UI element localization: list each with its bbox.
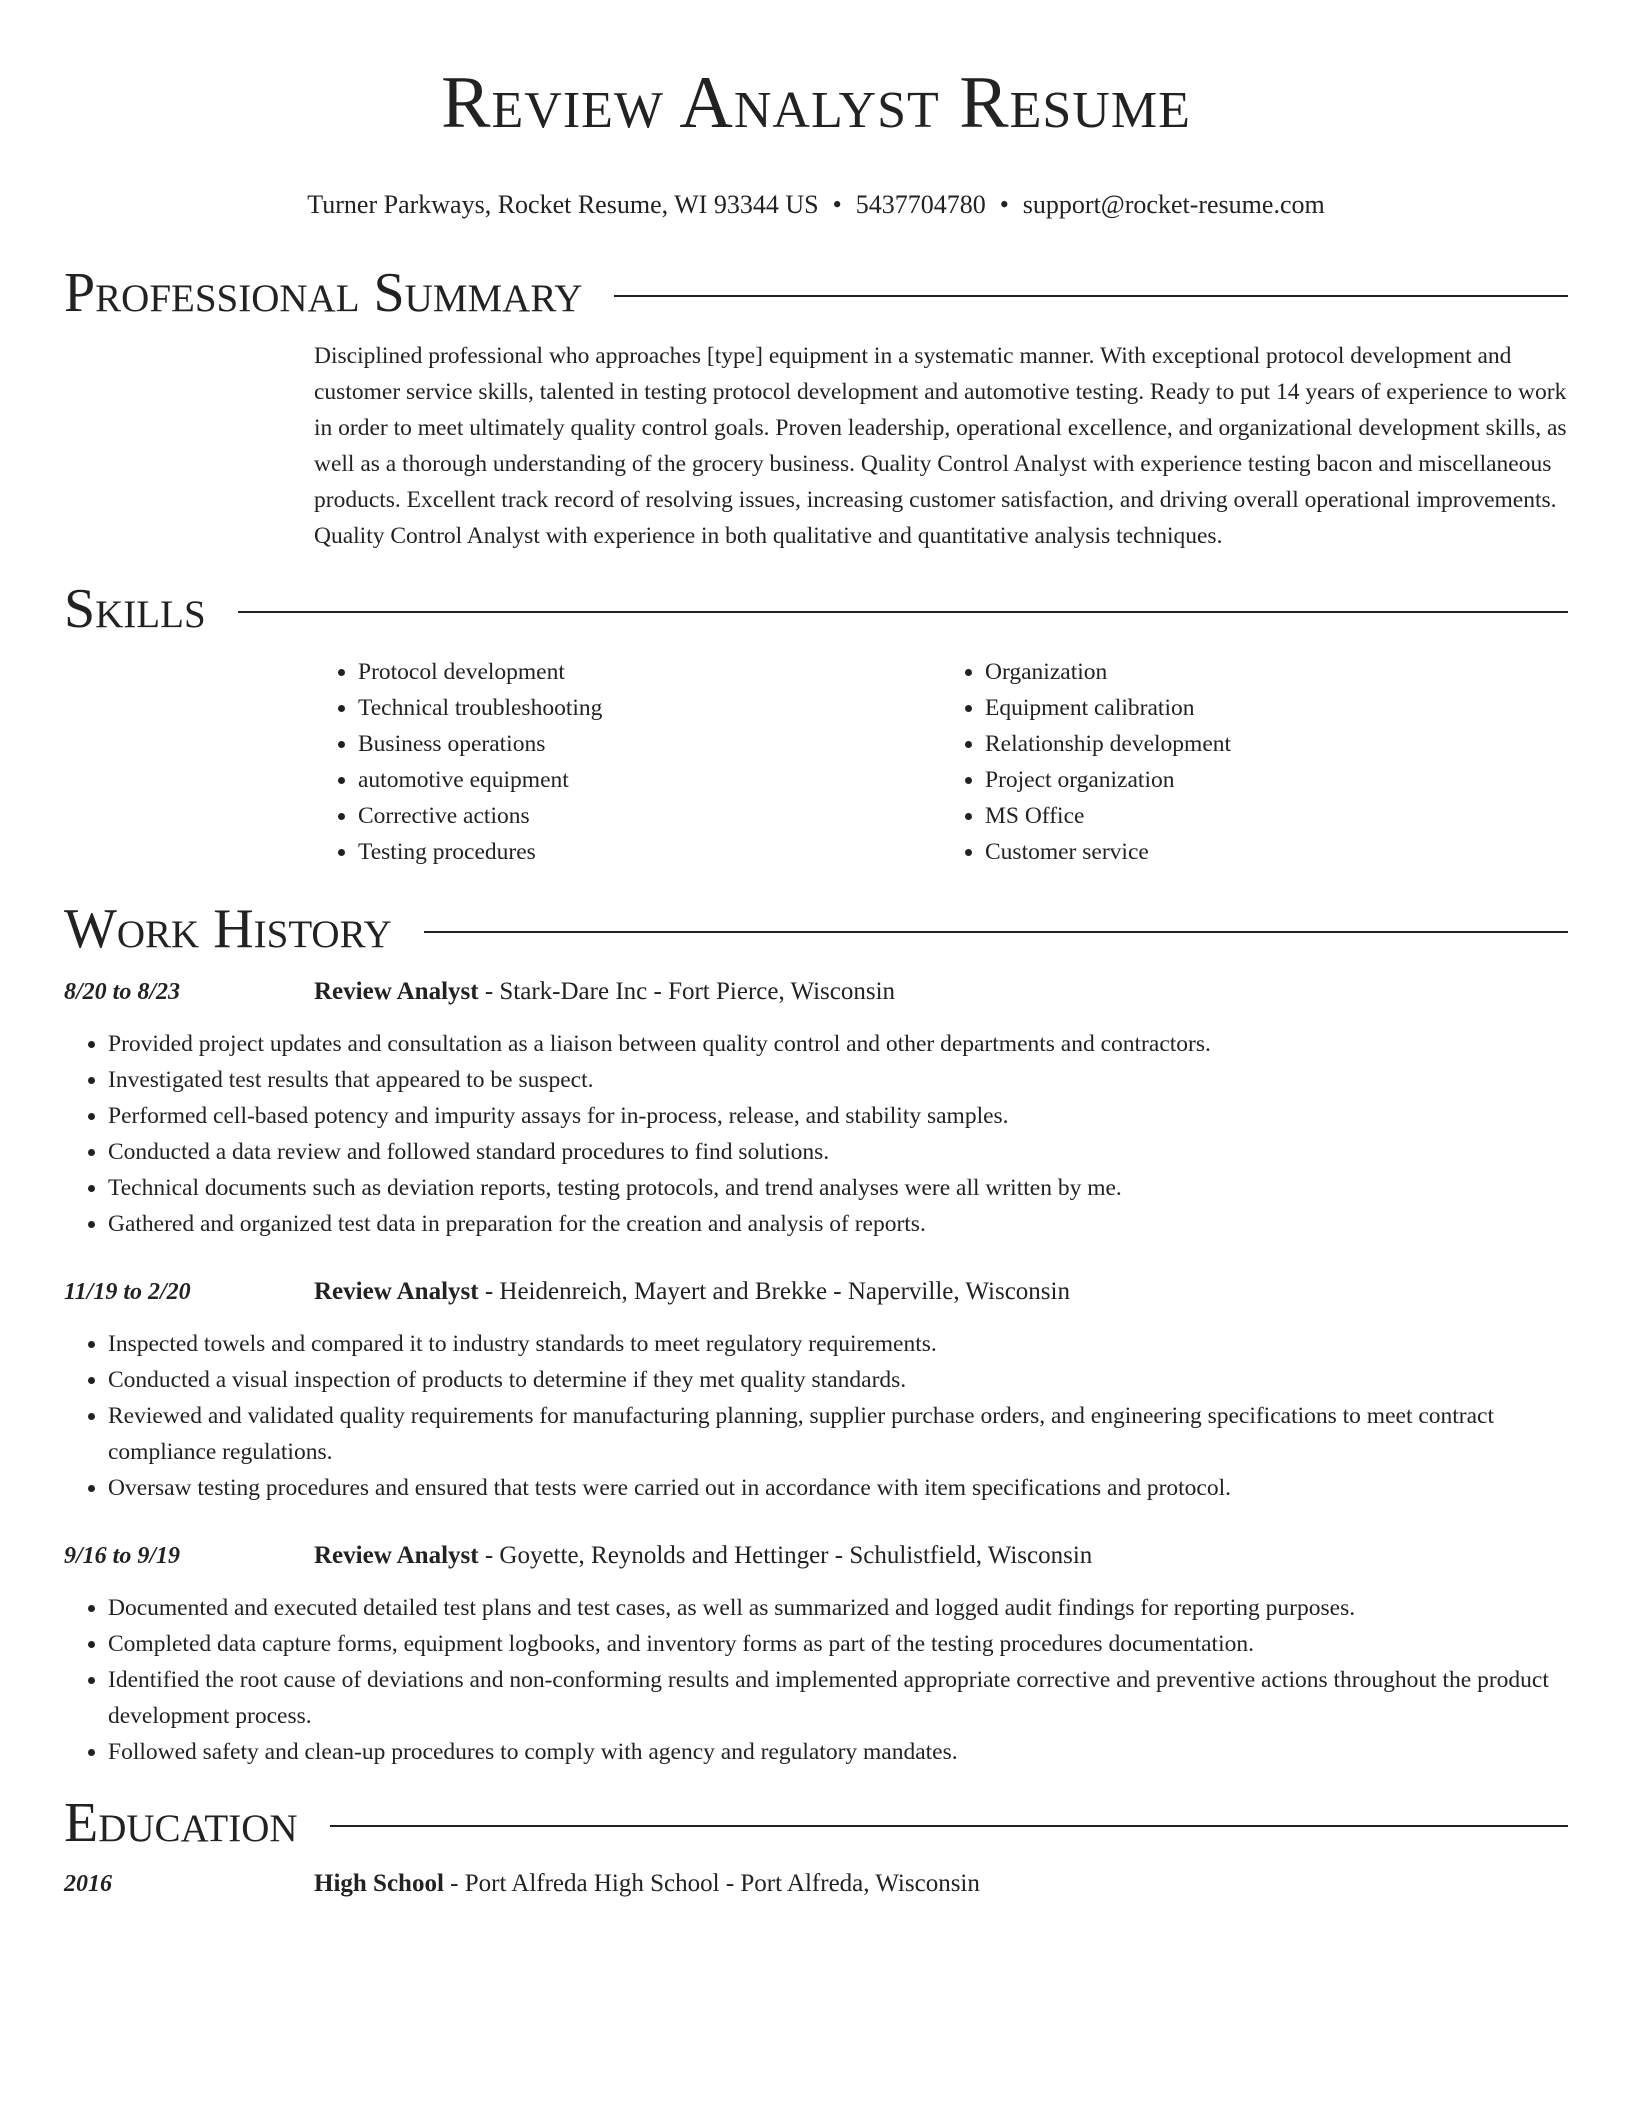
summary-heading: Professional Summary (64, 262, 583, 324)
resume-title: Review Analyst Resume (441, 62, 1191, 144)
education-year: 2016 (64, 1871, 112, 1897)
contact-line (64, 188, 1568, 222)
skills-column-right (941, 654, 1568, 870)
job-bullet: • Completed data capture forms, equipment logbooks, and inventory forms as part of the testing procedures documentation. (108, 1626, 1568, 1662)
job-bullet: • Inspected towels and compared it to industry standards to meet regulatory requirements. (108, 1326, 1568, 1362)
skill-item: • Corrective actions (358, 798, 941, 834)
contact-separator: • (999, 190, 1009, 219)
job-bullet: • Followed safety and clean-up procedures to comply with agency and regulatory mandates. (108, 1734, 1568, 1770)
education-section-header (64, 1790, 1568, 1856)
job-header (64, 974, 1568, 1010)
job-title: Review Analyst (314, 1278, 479, 1305)
job-entry (64, 1274, 1568, 1506)
contact-address: Turner Parkways, Rocket Resume, WI 93344 US (307, 190, 819, 219)
skill-item: • Protocol development (358, 654, 941, 690)
education-degree: High School (314, 1870, 444, 1897)
skill-item: • MS Office (985, 798, 1568, 834)
job-bullets (64, 1026, 1568, 1242)
job-headline (314, 1538, 1092, 1574)
job-bullets (64, 1326, 1568, 1506)
job-details: - Goyette, Reynolds and Hettinger - Schulistfield, Wisconsin (478, 1542, 1093, 1569)
contact-email: support@rocket-resume.com (1022, 190, 1325, 219)
job-bullet: • Technical documents such as deviation reports, testing protocols, and trend analyses were all written by me. (108, 1170, 1568, 1206)
job-bullet: • Conducted a visual inspection of products to determine if they met quality standards. (108, 1362, 1568, 1398)
section-divider (238, 611, 1568, 613)
job-bullet: • Oversaw testing procedures and ensured that tests were carried out in accordance with item specifications and protocol. (108, 1470, 1568, 1506)
job-entry (64, 1538, 1568, 1770)
skill-item: • Project organization (985, 762, 1568, 798)
job-entry (64, 974, 1568, 1242)
job-bullet: • Performed cell-based potency and impurity assays for in-process, release, and stability samples. (108, 1098, 1568, 1134)
skills-column-left (314, 654, 941, 870)
skill-item: • Customer service (985, 834, 1568, 870)
skills-list (314, 654, 1568, 870)
job-dates: 8/20 to 8/23 (64, 979, 181, 1005)
skills-heading: Skills (64, 578, 206, 640)
summary-section-header (64, 260, 1568, 326)
contact-phone: 5437704780 (855, 190, 986, 219)
job-dates: 11/19 to 2/20 (64, 1279, 191, 1305)
education-entry (64, 1866, 1568, 1902)
job-header (64, 1274, 1568, 1310)
skill-item: • automotive equipment (358, 762, 941, 798)
job-details: - Heidenreich, Mayert and Brekke - Naperville, Wisconsin (478, 1278, 1070, 1305)
job-bullet: • Reviewed and validated quality requirements for manufacturing planning, supplier purchase orders, and engineering specifications to meet contract compliance regulations. (108, 1398, 1568, 1470)
job-bullet: • Identified the root cause of deviations and non-conforming results and implemented appropriate corrective and preventive actions throughout the product development process. (108, 1662, 1568, 1734)
section-divider (330, 1825, 1568, 1827)
job-title: Review Analyst (314, 978, 479, 1005)
education-details: - Port Alfreda High School - Port Alfreda, Wisconsin (443, 1870, 980, 1897)
job-bullet: • Documented and executed detailed test plans and test cases, as well as summarized and logged audit findings for reporting purposes. (108, 1590, 1568, 1626)
job-header (64, 1538, 1568, 1574)
summary-text: Disciplined professional who approaches [type] equipment in a systematic manner. With exceptional protocol development and customer service skills, talented in testing protocol development and automotive testing. Ready to put 14 years of experience to work in order to meet ultimately quality control goals. Proven leadership, operational excellence, and organizational development skills, as well as a thorough understanding of the grocery business. Quality Control Analyst with experience testing bacon and miscellaneous products. Excellent track record of resolving issues, increasing customer satisfaction, and driving overall operational improvements. Quality Control Analyst with experience in both qualitative and quantitative analysis techniques. (314, 343, 1567, 549)
job-bullets (64, 1590, 1568, 1770)
section-divider (424, 931, 1568, 933)
skills-section-header (64, 576, 1568, 642)
skill-item: • Organization (985, 654, 1568, 690)
job-dates: 9/16 to 9/19 (64, 1543, 181, 1569)
work-section-header (64, 896, 1568, 962)
job-headline (314, 1274, 1070, 1310)
skill-item: • Equipment calibration (985, 690, 1568, 726)
job-bullet: • Provided project updates and consultation as a liaison between quality control and other departments and contractors. (108, 1026, 1568, 1062)
job-bullet: • Gathered and organized test data in preparation for the creation and analysis of reports. (108, 1206, 1568, 1242)
job-title: Review Analyst (314, 1542, 479, 1569)
job-bullet: • Investigated test results that appeared to be suspect. (108, 1062, 1568, 1098)
section-divider (614, 295, 1568, 297)
job-details: - Stark-Dare Inc - Fort Pierce, Wisconsin (478, 978, 896, 1005)
job-headline (314, 974, 895, 1010)
skill-item: • Testing procedures (358, 834, 941, 870)
contact-separator: • (832, 190, 842, 219)
skill-item: • Technical troubleshooting (358, 690, 941, 726)
job-bullet: • Conducted a data review and followed standard procedures to find solutions. (108, 1134, 1568, 1170)
education-heading: Education (64, 1792, 298, 1854)
skill-item: • Relationship development (985, 726, 1568, 762)
work-heading: Work History (64, 898, 392, 960)
skill-item: • Business operations (358, 726, 941, 762)
education-headline (314, 1866, 980, 1902)
